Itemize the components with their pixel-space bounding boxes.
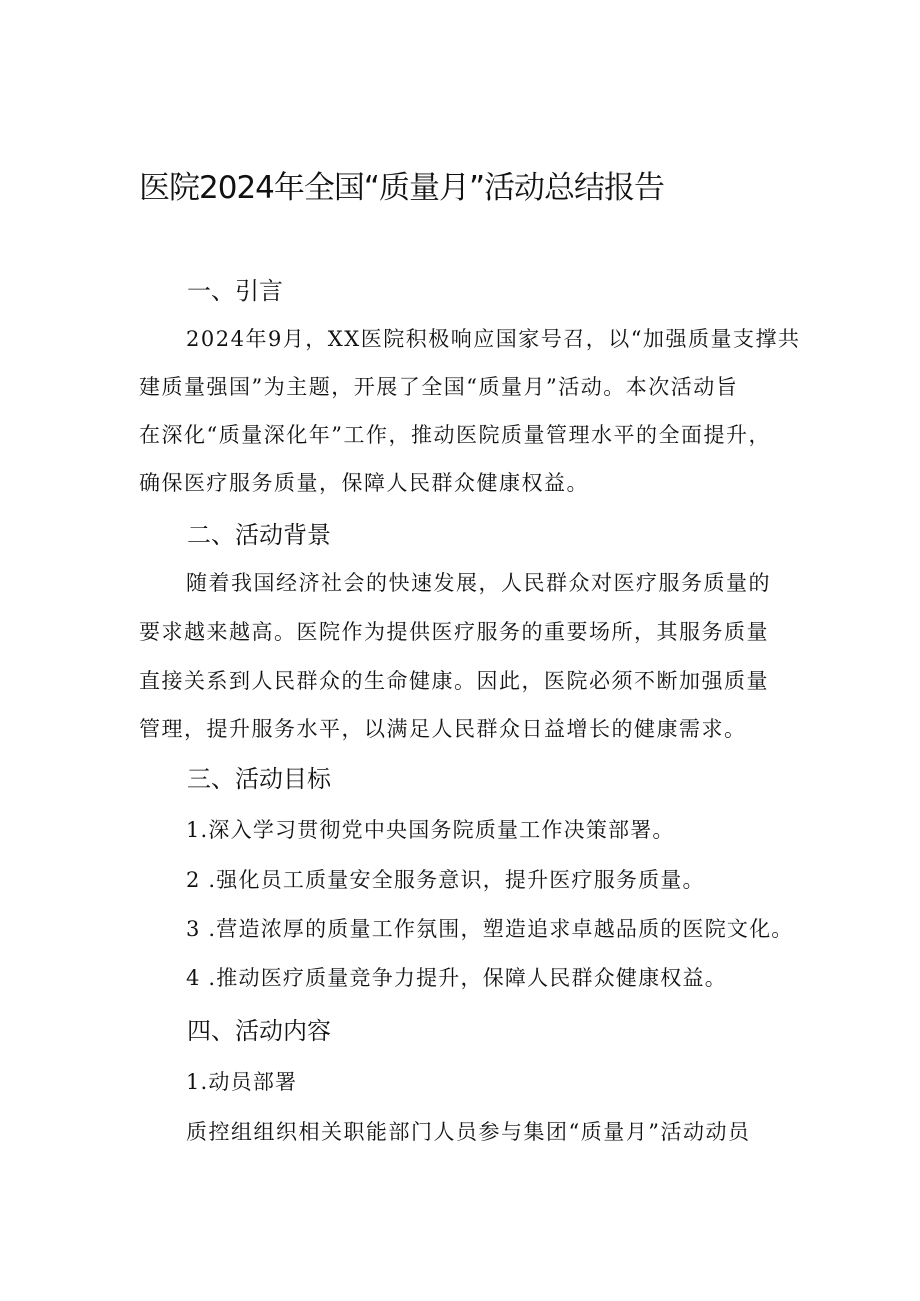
- section-heading-content: 四、活动内容: [187, 1017, 331, 1045]
- paragraph-line: 直接关系到人民群众的生命健康。因此，医院必须不断加强质量: [139, 669, 769, 693]
- section-heading-background: 二、活动背景: [187, 521, 331, 549]
- document-title: 医院2024年全国“质量月”活动总结报告: [139, 170, 665, 206]
- paragraph-line: 建质量强国”为主题，开展了全国“质量月”活动。本次活动旨: [139, 375, 739, 399]
- paragraph-line: 随着我国经济社会的快速发展，人民群众对医疗服务质量的: [186, 571, 771, 595]
- subsection-heading: 1.动员部署: [186, 1070, 298, 1094]
- paragraph-line: 确保医疗服务质量，保障人民群众健康权益。: [139, 471, 589, 495]
- goal-list-item: 3 .营造浓厚的质量工作氛围，塑造追求卓越品质的医院文化。: [186, 917, 794, 941]
- paragraph-line: 在深化“质量深化年”工作，推动医院质量管理水平的全面提升，: [139, 423, 771, 447]
- section-heading-introduction: 一、引言: [187, 277, 283, 305]
- section-heading-goals: 三、活动目标: [187, 765, 331, 793]
- goal-list-item: 1.深入学习贯彻党中央国务院质量工作决策部署。: [186, 818, 675, 842]
- paragraph-line: 管理，提升服务水平，以满足人民群众日益增长的健康需求。: [139, 717, 747, 741]
- paragraph-line: 质控组组织相关职能部门人员参与集团“质量月”活动动员: [186, 1120, 751, 1144]
- goal-list-item: 2 .强化员工质量安全服务意识，提升医疗服务质量。: [186, 868, 705, 892]
- paragraph-line: 2024年9月，XX医院积极响应国家号召，以“加强质量支撑共: [186, 327, 801, 351]
- paragraph-line: 要求越来越高。医院作为提供医疗服务的重要场所，其服务质量: [139, 620, 769, 644]
- goal-list-item: 4 .推动医疗质量竞争力提升，保障人民群众健康权益。: [186, 966, 727, 990]
